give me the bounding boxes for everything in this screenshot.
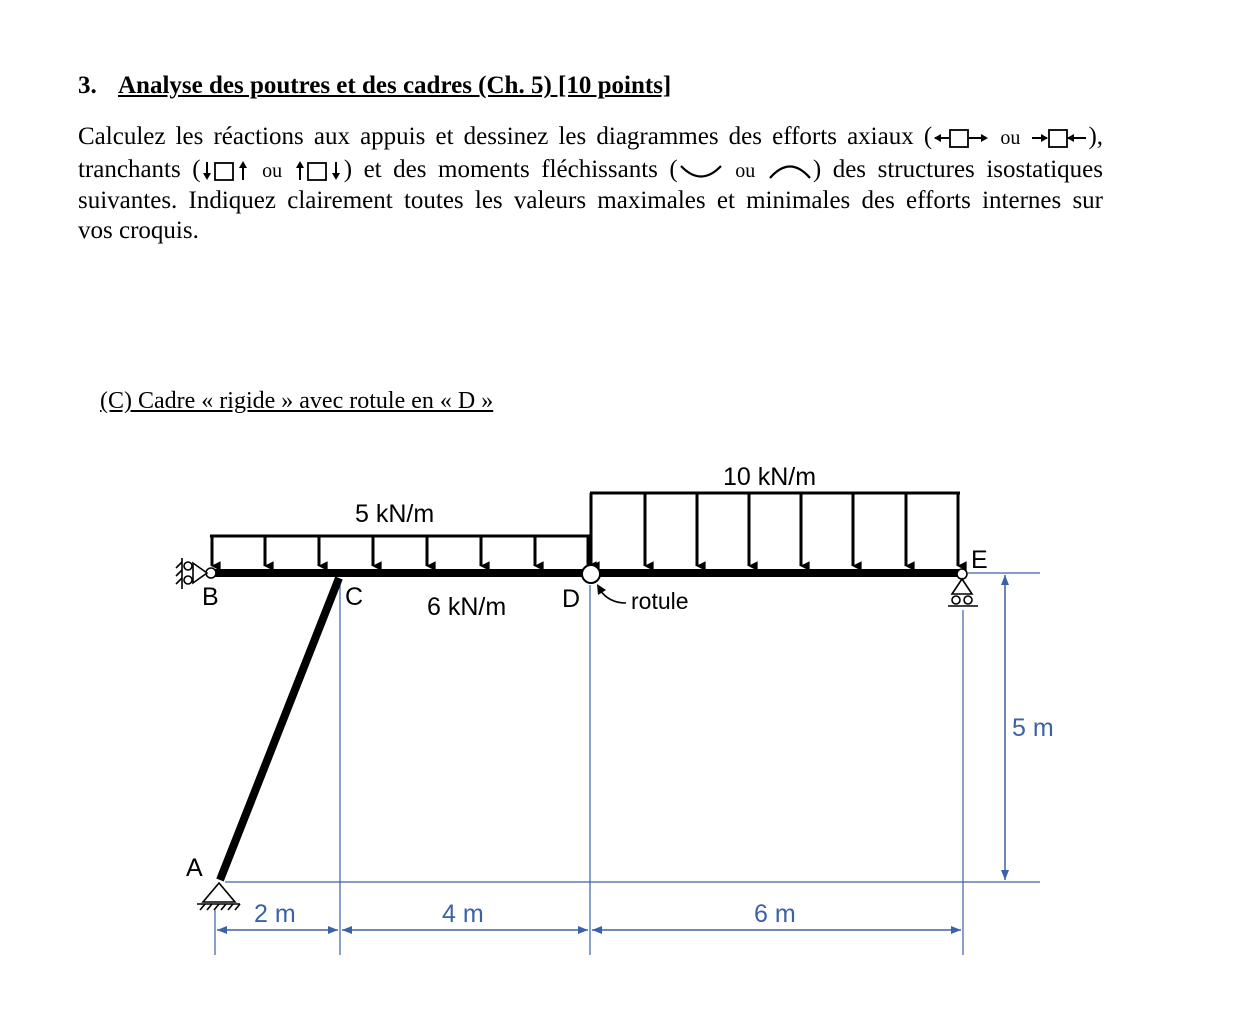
hinge-pointer-arrow [597, 584, 626, 603]
reference-lines [215, 573, 1040, 955]
distributed-load-right [590, 493, 960, 566]
figure-subtitle: (C) Cadre « rigide » avec rotule en « D » [100, 388, 494, 414]
question-number: 3. [78, 72, 97, 99]
frame-members [212, 573, 962, 880]
node-label-E: E [971, 546, 988, 574]
instruction-line-3: suivantes. Indiquez clairement toutes les valeurs maximales et minimales des efforts internes sur [78, 187, 1103, 214]
hinge-label: rotule [631, 588, 689, 614]
node-label-D: D [562, 585, 581, 613]
instruction-line-4: vos croquis. [78, 217, 199, 244]
dimension-4m-label: 4 m [442, 900, 484, 928]
node-label-B: B [202, 583, 219, 611]
node-label-C: C [345, 583, 364, 611]
load-right-label: 10 kN/m [723, 463, 817, 491]
instruction-line-2: tranchants ( ou ) et des moments fléchissants ( ou ) des structures isostatiques [78, 156, 1103, 183]
instruction-line-1: Calculez les réactions aux appuis et dessinez les diagrammes des efforts axiaux ( ou ), [78, 123, 1104, 150]
dimension-5m-label: 5 m [1012, 714, 1054, 742]
dimension-lines [217, 575, 1005, 930]
dimension-2m-label: 2 m [254, 900, 296, 928]
inclined-column-AC [220, 578, 339, 880]
question-title: Analyse des poutres et des cadres (Ch. 5) [10 points] [118, 72, 672, 99]
load-middle-label: 6 kN/m [427, 593, 507, 621]
dimension-6m-label: 6 m [754, 900, 796, 928]
distributed-load-left [210, 536, 590, 566]
node-label-A: A [186, 854, 203, 882]
pin-support-A [197, 883, 240, 910]
load-left-label: 5 kN/m [355, 500, 435, 528]
hinge-D [582, 565, 600, 583]
